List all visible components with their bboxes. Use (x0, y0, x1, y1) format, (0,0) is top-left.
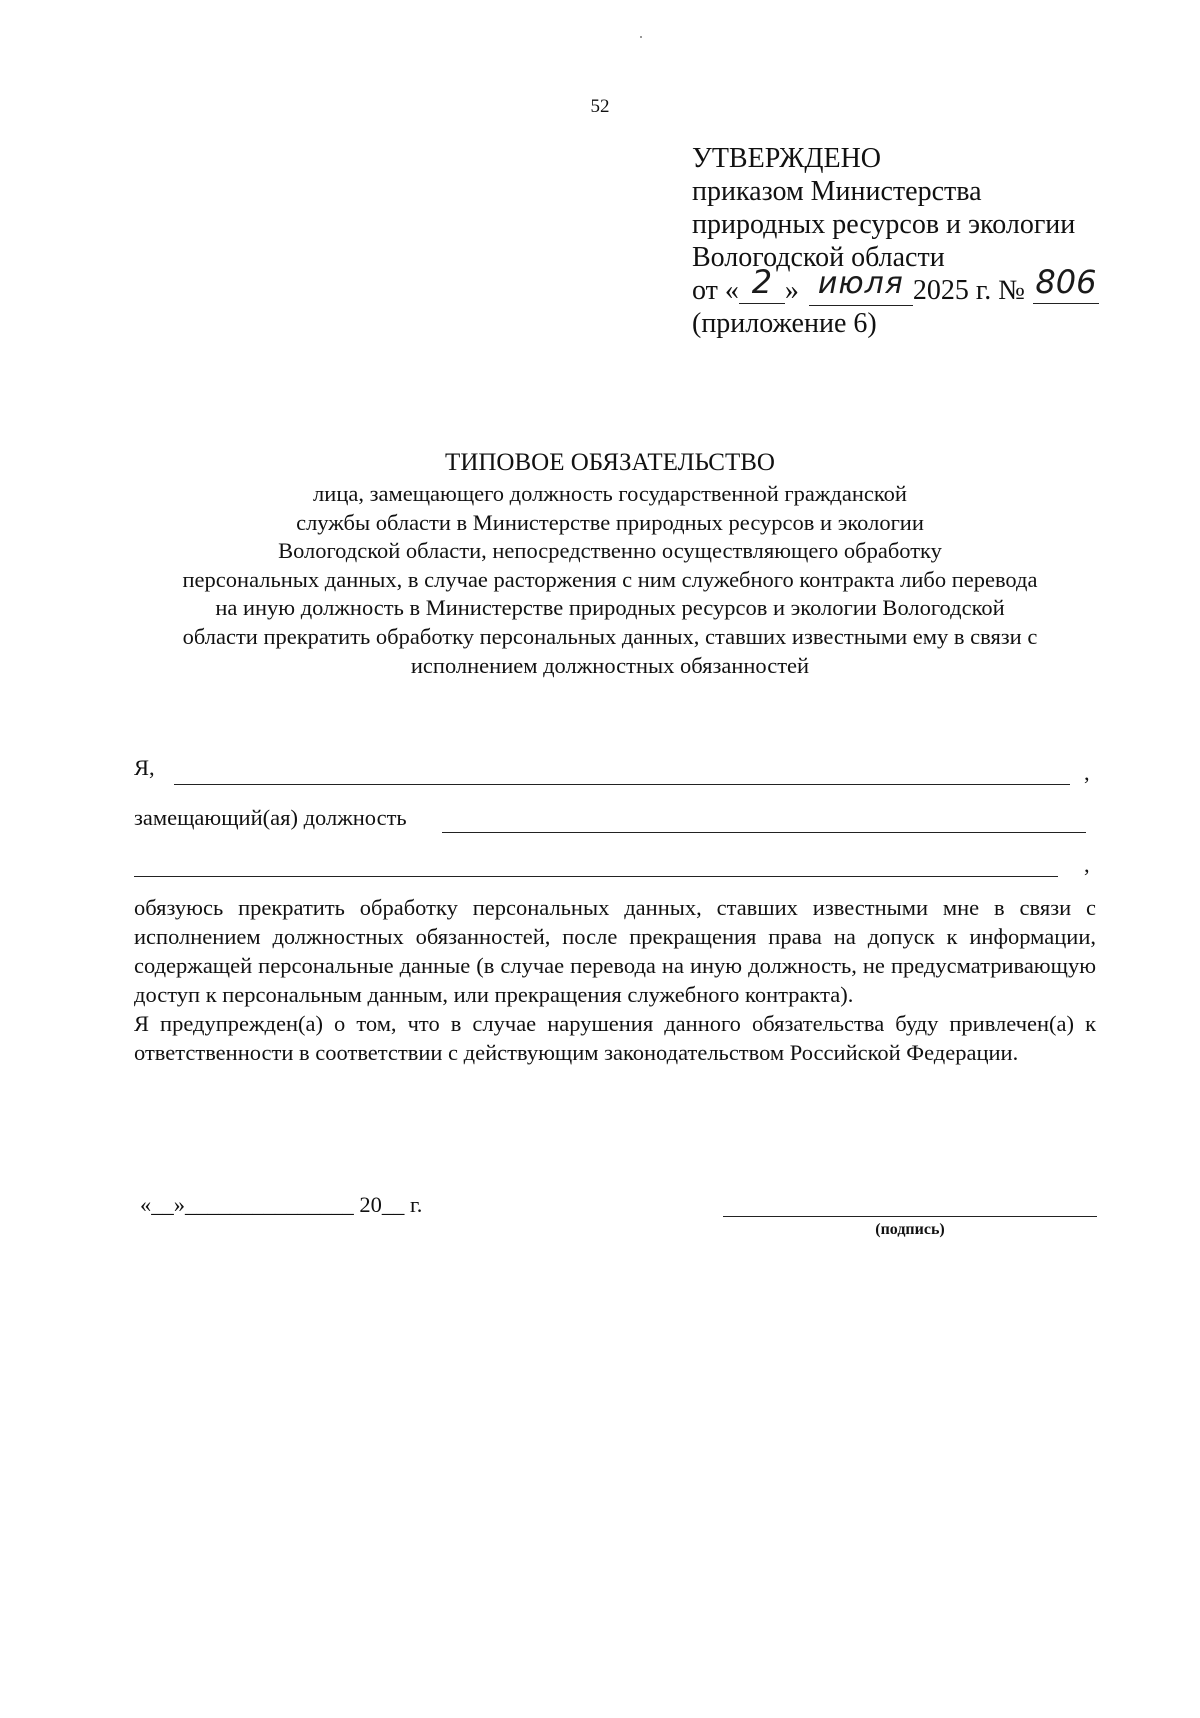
comma-2: , (1084, 852, 1090, 877)
approval-line-2: природных ресурсов и экологии (692, 209, 1076, 240)
position-blank[interactable] (442, 832, 1086, 833)
subtitle-line-3: Вологодской области, непосредственно осуществляющего обработку (278, 538, 942, 564)
scan-speck (640, 36, 642, 38)
approval-heading: УТВЕРЖДЕНО (692, 143, 882, 174)
comma-1: , (1084, 760, 1090, 785)
subtitle-line-2: службы области в Министерстве природных ресурсов и экологии (296, 509, 924, 535)
subtitle-line-1: лица, замещающего должность государственной гражданской (313, 481, 907, 506)
handwritten-number-field (1033, 263, 1099, 304)
document-title-block (120, 448, 1100, 680)
subtitle-line-4: персональных данных, в случае расторжения с ним служебного контракта либо перевода (182, 566, 1038, 592)
approval-line-3: Вологодской области (692, 242, 945, 273)
full-name-blank[interactable] (174, 784, 1070, 785)
position-blank-continued[interactable] (134, 876, 1058, 877)
i-label: Я, (134, 755, 155, 780)
page-number: 52 (590, 96, 610, 117)
position-label: замещающий(ая) должность (134, 805, 407, 830)
form-row-name (134, 755, 155, 781)
approval-line-1: приказом Министерства (692, 176, 982, 207)
subtitle-line-7: исполнением должностных обязанностей (410, 652, 810, 678)
signature-line[interactable] (723, 1216, 1097, 1217)
date-year: 2025 г. № (912, 275, 1025, 306)
approval-block (692, 142, 1099, 340)
body-paragraph-1: обязуюсь прекратить обработку персональных данных, ставших известными мне в связи с исполнением должностных обязанностей, после прекращения права на допуск к информации, содержащей персональные данные (в случае перевода на иную должность, не предусматривающую доступ к персональным данным, или прекращения служебного контракта). (134, 895, 1096, 1007)
body-text (134, 893, 1096, 1067)
form-row-position (134, 805, 407, 831)
date-prefix: от « (692, 275, 739, 306)
document-title: ТИПОВОЕ ОБЯЗАТЕЛЬСТВО (445, 449, 775, 476)
handwritten-day-field (739, 263, 785, 304)
approval-date-line (692, 263, 1099, 307)
subtitle-line-5: на иную должность в Министерстве природных ресурсов и экологии Вологодской (215, 595, 1005, 621)
document-subtitle (120, 480, 1100, 680)
signature-date: «__»_______________ 20__ г. (140, 1192, 423, 1217)
handwritten-order-number: 806 (1035, 263, 1097, 301)
subtitle-line-6: области прекратить обработку персональных данных, ставших известными ему в связи с (182, 623, 1038, 649)
signature-label: (подпись) (875, 1221, 945, 1238)
handwritten-month-field (809, 266, 913, 306)
body-paragraph-2: Я предупрежден(а) о том, что в случае нарушения данного обязательства буду привлечен(а) к ответственности в соответствии с действующим законодательством Российской Федерации. (134, 1011, 1096, 1065)
approval-appendix: (приложение 6) (692, 308, 877, 339)
handwritten-month: июля (817, 266, 904, 301)
date-mid: » (784, 275, 799, 306)
handwritten-day: 2 (751, 263, 773, 301)
